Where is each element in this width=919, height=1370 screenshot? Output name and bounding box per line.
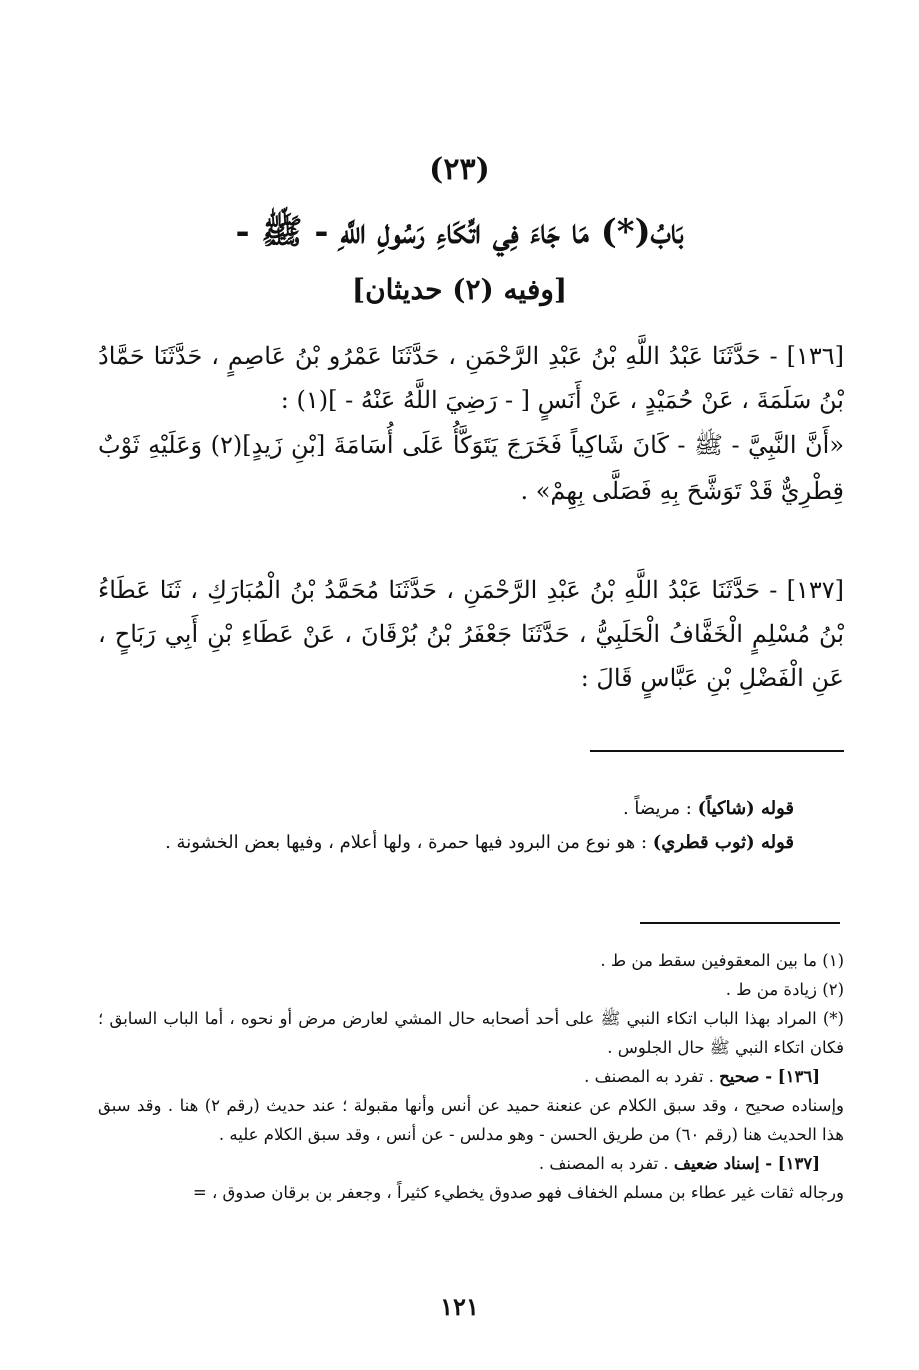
takhrij-136 <box>98 1062 844 1091</box>
hadith-137-isnad: [١٣٧] - حَدَّثَنَا عَبْدُ اللَّهِ بْنُ عَبْدِ الرَّحْمَنِ ، حَدَّثَنَا مُحَمَّدُ بْنُ الْمُبَارَكِ ، ثَنَا عَطَاءُ بْنُ مُسْلِمٍ الْخَفَّافُ الْحَلَبِيُّ ، حَدَّثَنَا جَعْفَرُ بْنُ بُرْقَانَ ، عَنْ عَطَاءِ بْنِ أَبِي رَبَاحٍ ، عَنِ الْفَضْلِ بْنِ عَبَّاسٍ قَالَ : <box>98 576 844 692</box>
glossary-item <box>98 826 794 860</box>
footnote-star: (*) المراد بهذا الباب اتكاء النبي ﷺ على أحد أصحابه حال المشي لعارض مرض أو نحوه ، أما الباب السابق ؛ فكان اتكاء النبي ﷺ حال الجلوس . <box>98 1009 844 1057</box>
takhrij-136-label: [١٣٦] - صحيح <box>719 1067 820 1086</box>
takhrij-137-text: . تفرد به المصنف . <box>538 1154 674 1173</box>
takhrij-137-label: [١٣٧] - إسناد ضعيف <box>673 1154 820 1173</box>
glossary-divider <box>590 750 844 752</box>
footnotes <box>98 946 844 1207</box>
page-number: ١٢١ <box>440 1292 479 1321</box>
chapter-title: بَابُ(*) مَا جَاءَ فِي اتِّكَاءِ رَسُولِ اللَّهِ - ﷺ - <box>235 212 684 252</box>
takhrij-137-detail: ورجاله ثقات غير عطاء بن مسلم الخفاف فهو صدوق يخطيء كثيراً ، وجعفر بن برقان صدوق ، = <box>192 1183 844 1202</box>
footnotes-divider <box>640 922 840 924</box>
glossary-term: قوله (شاكياً) <box>697 798 794 819</box>
hadith-137 <box>98 568 844 700</box>
footnote-2: (٢) زيادة من ط . <box>725 980 844 999</box>
hadith-136 <box>98 334 844 514</box>
glossary <box>98 792 794 860</box>
hadith-136-isnad: [١٣٦] - حَدَّثَنَا عَبْدُ اللَّهِ بْنُ عَبْدِ الرَّحْمَنِ ، حَدَّثَنَا عَمْرُو بْنُ عَاصِمٍ ، حَدَّثَنَا حَمَّادُ بْنُ سَلَمَةَ ، عَنْ حُمَيْدٍ ، عَنْ أَنَسٍ [ - رَضِيَ اللَّهُ عَنْهُ - ](١) : <box>98 342 844 414</box>
glossary-definition: : مريضاً . <box>622 798 698 819</box>
takhrij-136-detail: وإسناده صحيح ، وقد سبق الكلام عن عنعنة حميد عن أنس وأنها مقبولة ؛ عند حديث (رقم ٢) هنا . وقد سبق هذا الحديث هنا (رقم ٦٠) من طريق الحسن - وهو مدلس - عن أنس ، وقد سبق الكلام عليه . <box>98 1096 845 1144</box>
takhrij-137 <box>98 1149 844 1178</box>
glossary-term: قوله (ثوب قطري) <box>652 832 794 853</box>
hadith-136-matn: «أَنَّ النَّبِيَّ - ﷺ - كَانَ شَاكِياً فَخَرَجَ يَتَوَكَّأُ عَلَى أُسَامَةَ [بْنِ زَيدٍ](٢) وَعَلَيْهِ ثَوْبٌ قِطْرِيٌّ قَدْ تَوَشَّحَ بِهِ فَصَلَّى بِهِمْ» . <box>98 431 844 505</box>
chapter-subtitle: [وفيه (٢) حديثان] <box>351 273 568 306</box>
takhrij-136-text: . تفرد به المصنف . <box>584 1067 720 1086</box>
chapter-number: (٢٣) <box>429 152 490 187</box>
glossary-item <box>98 792 794 826</box>
glossary-definition: : هو نوع من البرود فيها حمرة ، ولها أعلام ، وفيها بعض الخشونة . <box>165 832 653 853</box>
footnote-1: (١) ما بين المعقوفين سقط من ط . <box>600 951 844 970</box>
